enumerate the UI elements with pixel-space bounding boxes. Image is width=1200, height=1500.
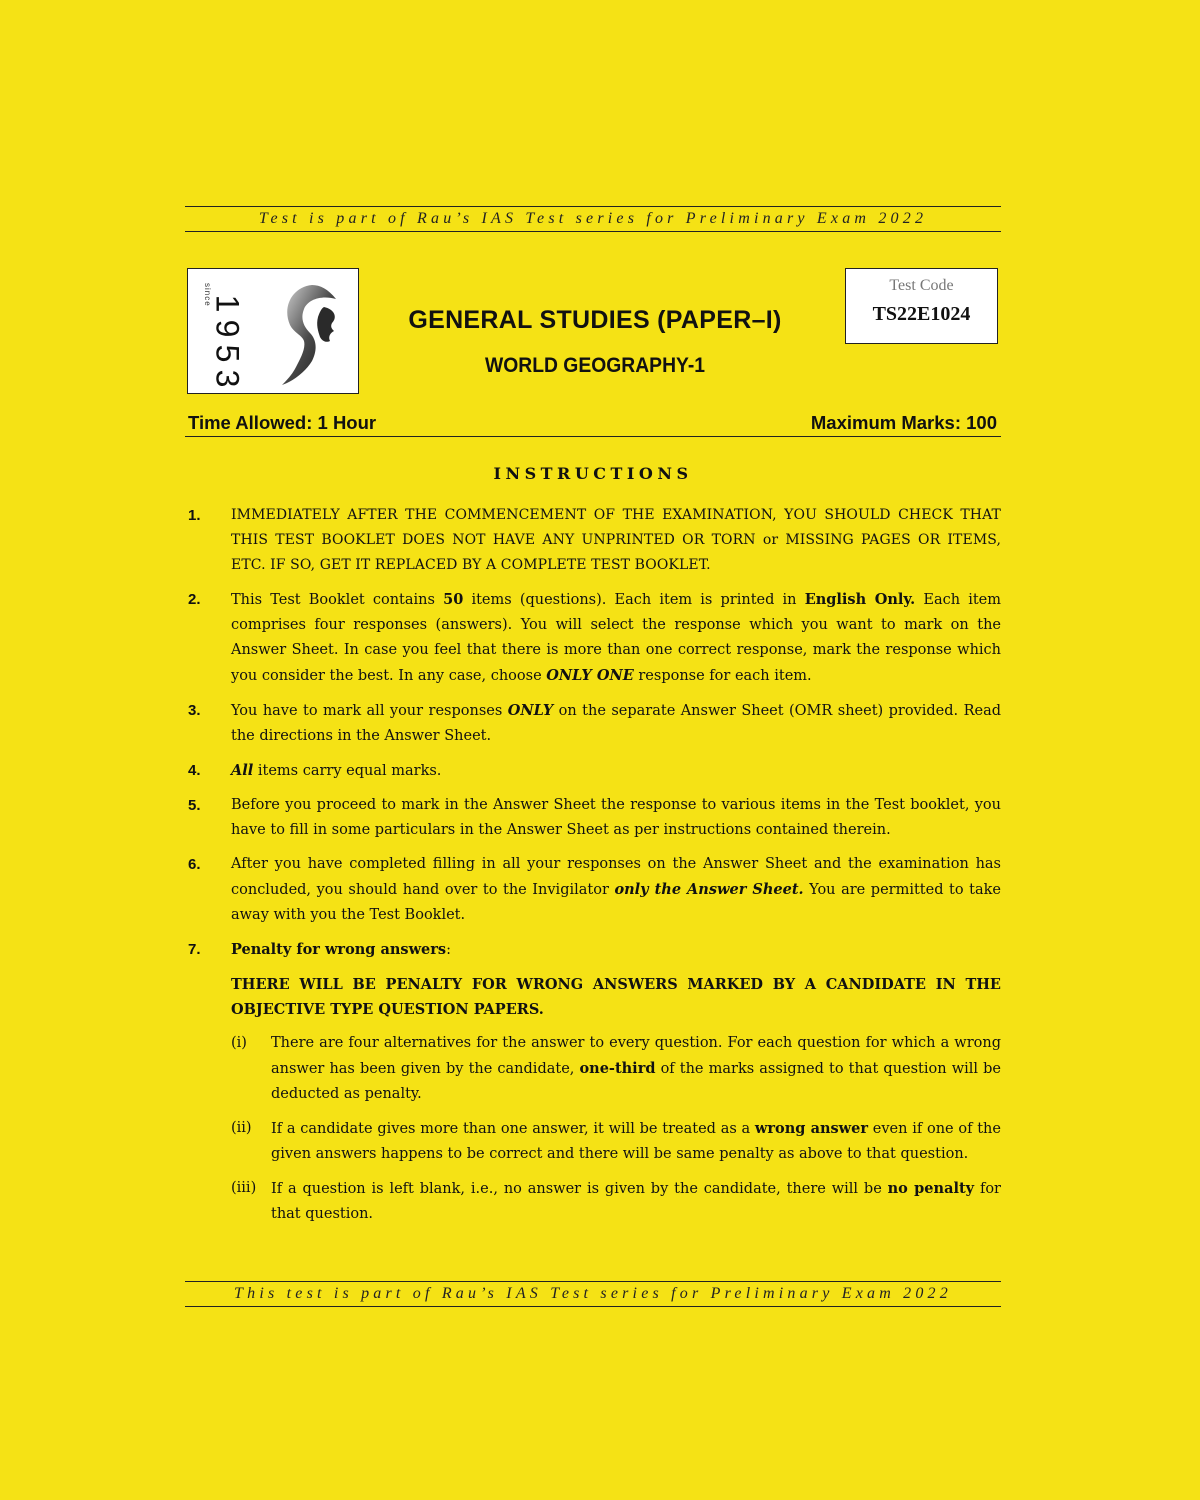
paper-title: GENERAL STUDIES (PAPER–I) <box>408 306 782 334</box>
paper-subtitle: WORLD GEOGRAPHY-1 <box>484 354 706 377</box>
item-number: 5. <box>188 797 201 814</box>
subitem-number: (ii) <box>231 1120 252 1136</box>
item-text: All items carry equal marks. <box>231 762 442 779</box>
top-banner: Test is part of Rau’s IAS Test series for Preliminary Exam 2022 <box>185 206 1001 232</box>
item-text: This Test Booklet contains 50 items (questions). Each item is printed in English Only. Each item comprises four responses (answers). You will select the response which you want to mark on the Answer Sheet. In case you feel that there is more than one correct response, mark the response which you consider the best. In any case, choose ONLY ONE response for each item. <box>231 591 1002 684</box>
subitem-text: If a candidate gives more than one answer, it will be treated as a wrong answer even if one of the given answers happens to be correct and there will be same penalty as above to that question. <box>271 1120 1001 1162</box>
header <box>185 268 1001 404</box>
item-number: 6. <box>188 856 201 873</box>
logo-digit: 3 <box>209 369 246 388</box>
subitem-number: (i) <box>231 1035 247 1051</box>
meta-row <box>185 404 1001 437</box>
instruction-item <box>185 758 1001 784</box>
item-number: 2. <box>188 591 201 608</box>
logo-digit: 9 <box>209 319 246 338</box>
instruction-item <box>185 698 1001 749</box>
item-number: 1. <box>188 507 201 524</box>
item-text: Before you proceed to mark in the Answer Sheet the response to various items in the Test booklet, you have to fill in some particulars in the Answer Sheet as per instructions contained therein. <box>231 797 1001 838</box>
penalty-subitem <box>231 1116 1001 1167</box>
instruction-item <box>185 587 1001 689</box>
logo-digit: 1 <box>209 294 246 313</box>
item-text: After you have completed filling in all your responses on the Answer Sheet and the examination has concluded, you should hand over to the Invigilator only the Answer Sheet. You are permitted to take away with you the Test Booklet. <box>231 856 1001 923</box>
penalty-subitem <box>231 1176 1001 1227</box>
instructions-heading: INSTRUCTIONS <box>493 464 693 483</box>
item-text: IMMEDIATELY AFTER THE COMMENCEMENT OF THE EXAMINATION, YOU SHOULD CHECK THAT THIS TEST BOOKLET DOES NOT HAVE ANY UNPRINTED OR TORN or MISSING PAGES OR ITEMS, ETC. IF SO, GET IT REPLACED BY A COMPLETE TEST BOOKLET. <box>231 507 1001 573</box>
instruction-item <box>185 503 1001 578</box>
item-text: You have to mark all your responses ONLY on the separate Answer Sheet (OMR sheet) provided. Read the directions in the Answer Sheet. <box>231 702 1001 744</box>
bottom-banner: This test is part of Rau’s IAS Test series for Preliminary Exam 2022 <box>185 1281 1001 1307</box>
instruction-item <box>185 937 1001 1227</box>
logo-year <box>201 291 253 391</box>
penalty-heading: Penalty for wrong answers: <box>231 941 451 958</box>
profile-emblem-icon <box>272 277 352 387</box>
subitem-text: If a question is left blank, i.e., no answer is given by the candidate, there will be no penalty for that question. <box>271 1180 1001 1222</box>
logo-since-text: since <box>203 283 212 307</box>
item-number: 3. <box>188 702 201 719</box>
instruction-item <box>185 793 1001 843</box>
subitem-number: (iii) <box>231 1180 257 1196</box>
test-code-label: Test Code <box>889 277 954 294</box>
time-allowed: Time Allowed: 1 Hour <box>188 412 377 433</box>
penalty-subitem <box>231 1031 1001 1107</box>
logo-digit: 5 <box>209 344 246 363</box>
rau-ias-logo <box>187 268 359 394</box>
booklet-cover <box>185 206 1001 1236</box>
penalty-notice: THERE WILL BE PENALTY FOR WRONG ANSWERS MARKED BY A CANDIDATE IN THE OBJECTIVE TYPE QUESTION PAPERS. <box>231 976 1001 1018</box>
instructions-list <box>185 503 1001 1227</box>
item-number: 7. <box>188 941 201 958</box>
item-number: 4. <box>188 762 201 779</box>
test-code-value: TS22E1024 <box>872 303 971 325</box>
test-code-box <box>845 268 998 344</box>
subitem-text: There are four alternatives for the answer to every question. For each question for which a wrong answer has been given by the candidate, one-third of the marks assigned to that question will be deducted as penalty. <box>271 1035 1001 1102</box>
instruction-item <box>185 852 1001 928</box>
maximum-marks: Maximum Marks: 100 <box>810 412 997 433</box>
